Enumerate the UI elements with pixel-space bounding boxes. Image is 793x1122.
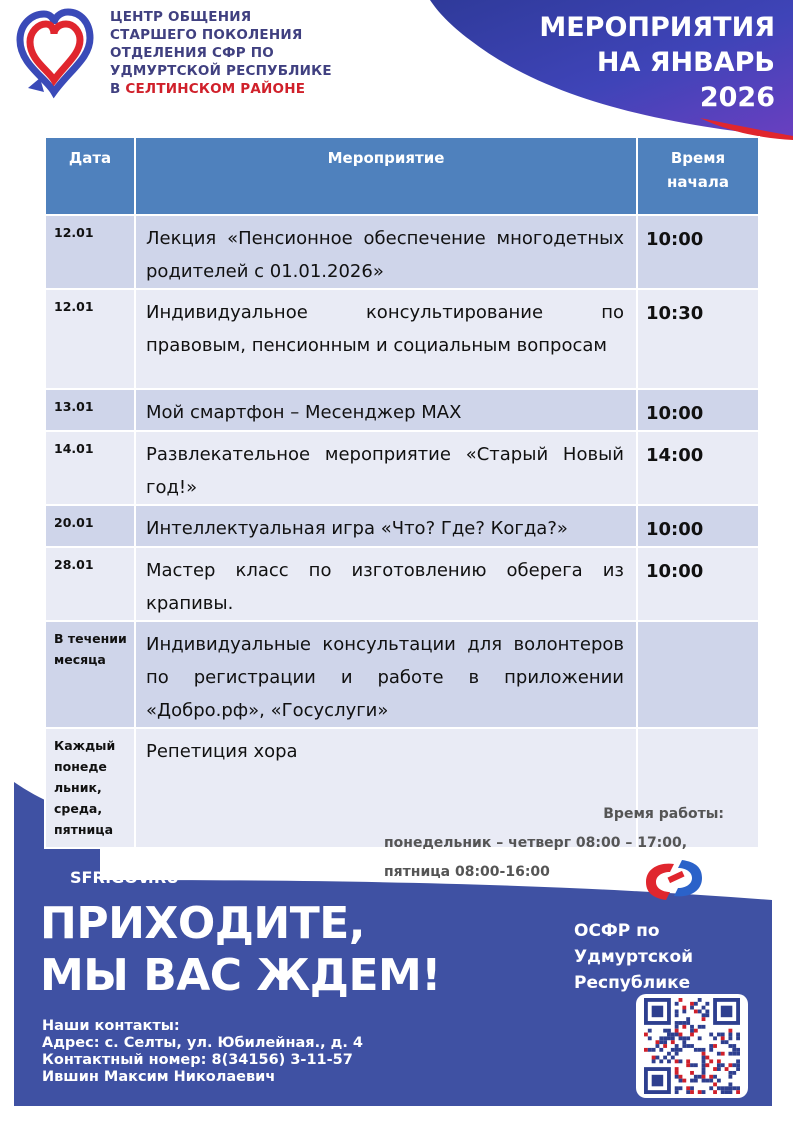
org-line: УДМУРТСКОЙ РЕСПУБЛИКЕ [110, 63, 332, 79]
organization-name [110, 8, 332, 98]
qr-code-icon [642, 998, 742, 1094]
contacts-person: Ившин Максим Николаевич [42, 1069, 276, 1085]
table-row [45, 389, 759, 431]
contacts-address: Адрес: с. Селты, ул. Юбилейная., д. 4 [42, 1035, 363, 1051]
row-date: 14.01 [45, 431, 135, 505]
org-line: ОТДЕЛЕНИЯ СФР ПО [110, 45, 274, 61]
table-row [45, 431, 759, 505]
sfr-logo-icon [640, 860, 708, 900]
row-date: 12.01 [45, 215, 135, 289]
row-event: Репетиция хора [135, 728, 637, 848]
table-row [45, 215, 759, 289]
org-district: СЕЛТИНСКОМ РАЙОНЕ [125, 81, 306, 97]
slogan-line: ПРИХОДИТЕ, [40, 898, 366, 949]
row-time: 10:00 [637, 505, 759, 547]
title-line: НА ЯНВАРЬ [596, 47, 775, 78]
ofsr-line: Удмуртской [574, 947, 694, 967]
row-time [637, 621, 759, 728]
row-time: 10:00 [637, 389, 759, 431]
row-date: 13.01 [45, 389, 135, 431]
schedule-table [44, 136, 760, 849]
row-date: Каждый понеде льник, среда, пятница [45, 728, 135, 848]
ofsr-line: ОСФР по [574, 921, 660, 941]
row-event: Индивидуальное консультирование по правовым, пенсионным и социальным вопросам [135, 289, 637, 389]
row-event: Интеллектуальная игра «Что? Где? Когда?» [135, 505, 637, 547]
org-line: ЦЕНТР ОБЩЕНИЯ [110, 9, 252, 25]
row-date: 12.01 [45, 289, 135, 389]
working-hours-friday: пятница 08:00-16:00 [384, 864, 550, 880]
website-link[interactable]: SFR.GOV.RU [70, 868, 180, 887]
org-line: СТАРШЕГО ПОКОЛЕНИЯ [110, 27, 303, 43]
row-time: 10:00 [637, 547, 759, 621]
column-header-date: Дата [45, 137, 135, 215]
row-date: В течении месяца [45, 621, 135, 728]
table-row [45, 505, 759, 547]
title-line: МЕРОПРИЯТИЯ [539, 12, 775, 43]
table-row [45, 547, 759, 621]
row-date: 20.01 [45, 505, 135, 547]
working-hours-title: Время работы: [603, 806, 724, 822]
working-hours-weekdays: понедельник – четверг 08:00 – 17:00, [384, 835, 688, 851]
row-event: Мастер класс по изготовлению оберега из крапивы. [135, 547, 637, 621]
row-event: Индивидуальные консультации для волонтеров по регистрации и работе в приложении «Добро.рф», «Госуслуги» [135, 621, 637, 728]
row-time: 10:30 [637, 289, 759, 389]
qr-code[interactable] [636, 994, 748, 1098]
column-header-event: Мероприятие [135, 137, 637, 215]
slogan-line: МЫ ВАС ЖДЕМ! [40, 950, 441, 1001]
row-event: Мой смартфон – Месенджер MAX [135, 389, 637, 431]
title-line: 2026 [699, 82, 775, 113]
row-date: 28.01 [45, 547, 135, 621]
ofsr-line: Республике [574, 973, 691, 993]
table-row [45, 289, 759, 389]
row-event: Лекция «Пенсионное обеспечение многодетных родителей с 01.01.2026» [135, 215, 637, 289]
contacts [42, 1018, 363, 1086]
row-event: Развлекательное мероприятие «Старый Новый год!» [135, 431, 637, 505]
table-row [45, 621, 759, 728]
org-line [110, 80, 332, 98]
org-last-prefix: В [110, 81, 126, 97]
table-header-row [45, 137, 759, 215]
heart-speech-bubble-icon [14, 8, 94, 100]
contacts-title: Наши контакты: [42, 1018, 180, 1034]
row-time: 14:00 [637, 431, 759, 505]
row-time: 10:00 [637, 215, 759, 289]
contacts-phone: Контактный номер: 8(34156) 3-11-57 [42, 1052, 353, 1068]
slogan [40, 898, 441, 1002]
page-title [539, 10, 775, 115]
column-header-time: Время начала [637, 137, 759, 215]
ofsr-name [574, 918, 693, 996]
